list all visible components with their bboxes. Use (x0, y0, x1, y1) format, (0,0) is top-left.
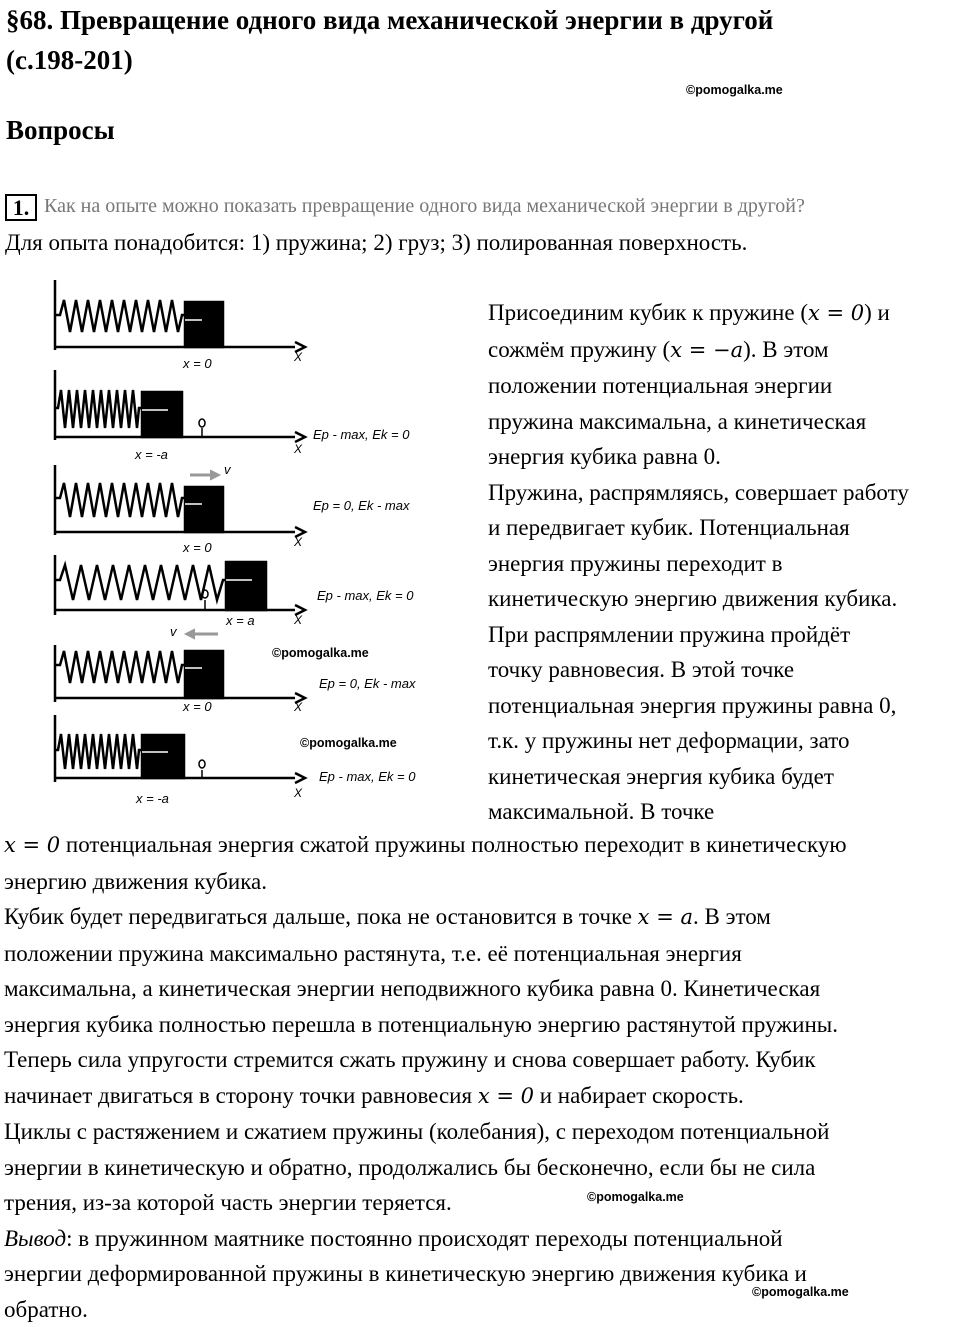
body-line-11: трения, из-за которой часть энергии теряется. (4, 1185, 847, 1221)
body-line-13: энергии деформированной пружины в кинетическую энергию движения кубика и (4, 1256, 847, 1292)
label-ep-max-row6: Ep - max, Ek = 0 (319, 769, 415, 784)
label-x0-row5: x = 0 (183, 699, 212, 714)
label-axis-row4: X (294, 613, 302, 627)
body-line-12: Вывод: в пружинном маятнике постоянно происходят переходы потенциальной (4, 1221, 847, 1257)
body-text (4, 827, 847, 1327)
label-ep-zero-row5: Ep = 0, Ek - max (319, 676, 415, 691)
label-x0-row1: x = 0 (183, 356, 212, 371)
rc-line-5: энергия кубика равна 0. (488, 439, 909, 475)
conclusion-label: Вывод (4, 1226, 66, 1251)
label-velocity-row3: v (224, 462, 231, 477)
watermark-top: ©pomogalka.me (686, 83, 783, 97)
rc-line-2: сожмём пружину (x = −a). В этом (488, 332, 909, 369)
right-column-text (488, 295, 909, 830)
rc-line-11: точку равновесия. В этой точке (488, 652, 909, 688)
label-ep-zero-row3: Ep = 0, Ek - max (313, 498, 409, 513)
question-text: Как на опыте можно показать превращение одного вида механической энергии в другой? (44, 195, 805, 218)
label-x0-row3: x = 0 (183, 540, 212, 555)
label-ep-max-row4: Ep - max, Ek = 0 (317, 588, 413, 603)
body-line-2: энергию движения кубика. (4, 864, 847, 900)
rc-line-13: т.к. у пружины нет деформации, зато (488, 723, 909, 759)
label-axis-row2: X (294, 442, 302, 456)
label-axis-row3: X (294, 535, 302, 549)
figure-row-compressed (55, 370, 305, 442)
body-line-1: x = 0 потенциальная энергия сжатой пружины полностью переходит в кинетическую (4, 827, 847, 864)
body-line-10: энергии в кинетическую и обратно, продолжались бы бесконечно, если бы не сила (4, 1150, 847, 1186)
question-number: 1. (5, 194, 37, 221)
label-axis-row1: X (294, 350, 302, 364)
body-line-7: Теперь сила упругости стремится сжать пружину и снова совершает работу. Кубик (4, 1042, 847, 1078)
label-xneg-row2: x = -a (135, 447, 168, 462)
label-velocity-row5: v (170, 624, 177, 639)
page-title (6, 0, 956, 80)
body-line-6: энергия кубика полностью перешла в потенциальную энергию растянутой пружины. (4, 1007, 847, 1043)
label-xneg-row6: x = -a (136, 791, 169, 806)
body-line-5: максимальна, а кинетическая энергии неподвижного кубика равна 0. Кинетическая (4, 971, 847, 1007)
label-axis-row5: X (294, 700, 302, 714)
rc-line-6: Пружина, распрямляясь, совершает работу (488, 475, 909, 511)
watermark-body: ©pomogalka.me (587, 1190, 684, 1204)
title-line-1: §68. Превращение одного вида механической энергии в другой (6, 0, 956, 40)
section-heading: Вопросы (6, 115, 115, 146)
label-ep-max-row2: Ep - max, Ek = 0 (313, 427, 409, 442)
figure-row-stretched (55, 555, 305, 615)
title-line-2: (с.198-201) (6, 40, 956, 80)
body-line-4: положении пружина максимально растянута, т.е. её потенциальная энергия (4, 936, 847, 972)
rc-line-8: энергия пружины переходит в (488, 546, 909, 582)
rc-line-14: кинетическая энергия кубика будет (488, 759, 909, 795)
body-line-8: начинает двигаться в сторону точки равновесия x = 0 и набирает скорость. (4, 1078, 847, 1115)
body-line-14: обратно. (4, 1292, 847, 1327)
rc-line-7: и передвигает кубик. Потенциальная (488, 510, 909, 546)
figure-row-max-velocity (55, 465, 305, 537)
rc-line-4: пружина максимальна, а кинетическая (488, 404, 909, 440)
rc-line-12: потенциальная энергия пружины равна 0, (488, 688, 909, 724)
intro-text: Для опыта понадобится: 1) пружина; 2) груз; 3) полированная поверхность. (5, 225, 747, 261)
rc-line-3: положении потенциальная энергии (488, 368, 909, 404)
label-axis-row6: X (294, 786, 302, 800)
figure-row-compressed-again (55, 715, 305, 783)
rc-line-1: Присоединим кубик к пружине (x = 0) и (488, 295, 909, 332)
watermark-figure-1: ©pomogalka.me (272, 646, 369, 660)
rc-line-10: При распрямлении пружина пройдёт (488, 617, 909, 653)
watermark-figure-2: ©pomogalka.me (300, 736, 397, 750)
body-line-9: Циклы с растяжением и сжатием пружины (колебания), с переходом потенциальной (4, 1114, 847, 1150)
rc-line-9: кинетическую энергию движения кубика. (488, 581, 909, 617)
rc-line-15: максимальной. В точке (488, 794, 909, 830)
body-line-3: Кубик будет передвигаться дальше, пока не остановится в точке x = a. В этом (4, 899, 847, 936)
figure-row-equilibrium (55, 280, 305, 352)
label-xpos-row4: x = a (226, 613, 255, 628)
watermark-bottom: ©pomogalka.me (752, 1285, 849, 1299)
figure-row-return (55, 629, 305, 703)
spring-oscillation-figure (40, 270, 460, 815)
